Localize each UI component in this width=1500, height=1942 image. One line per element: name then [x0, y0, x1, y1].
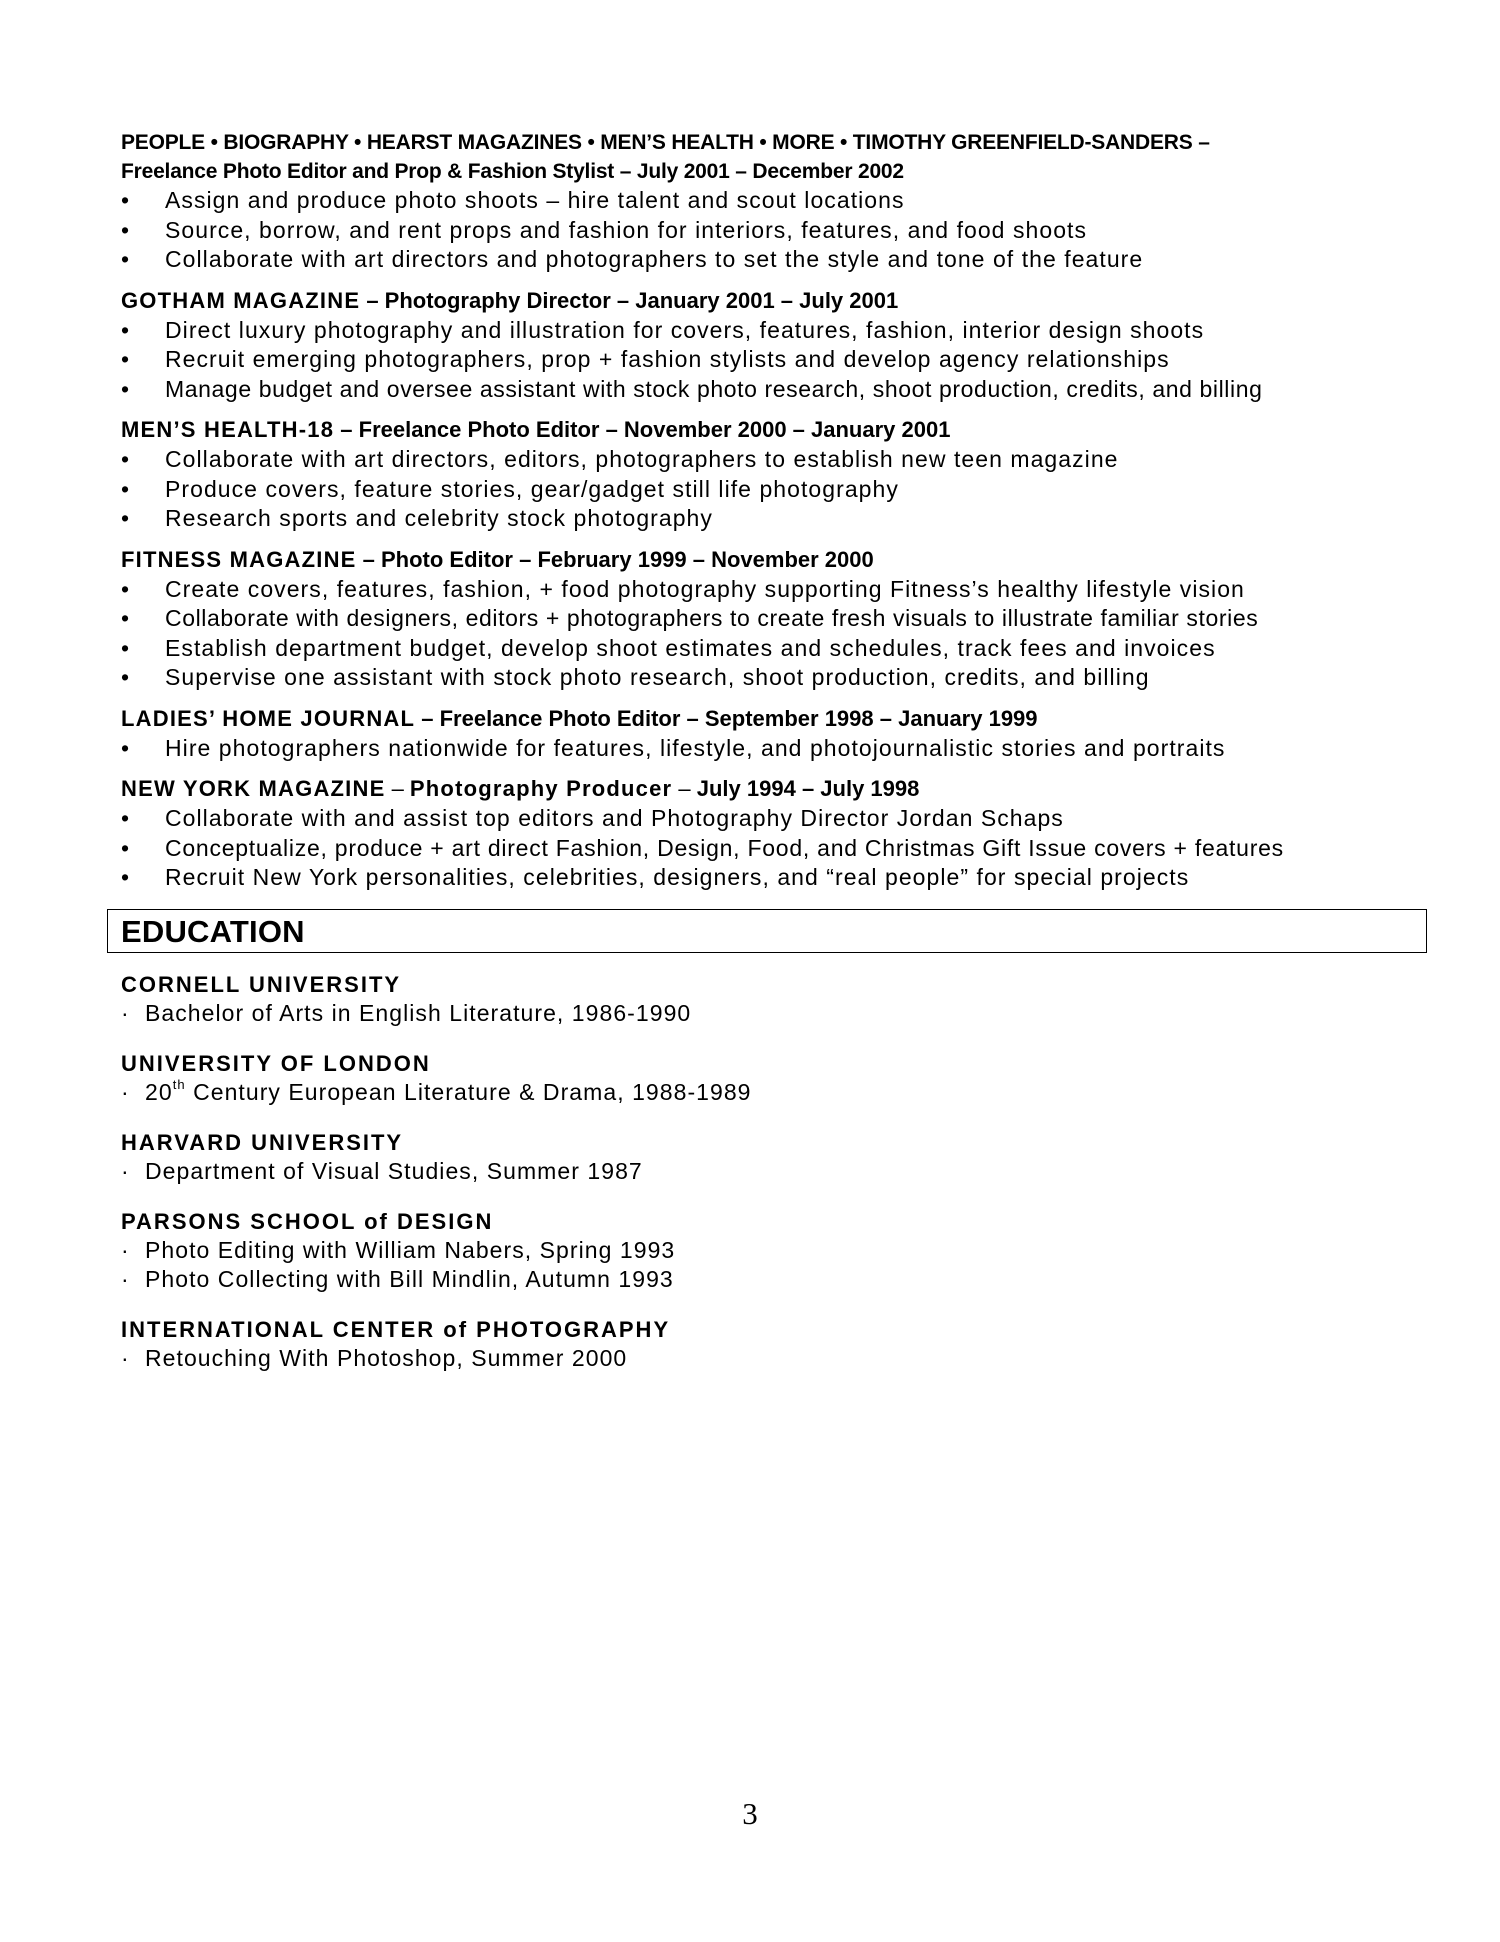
- list-item: • Direct luxury photography and illustration for covers, features, fashion, interior design shoots: [121, 316, 1441, 346]
- job-role: – Photography Director – January 2001 – July 2001: [360, 287, 899, 313]
- school-entry: [121, 971, 1441, 1028]
- job-header: [121, 415, 1441, 445]
- bullet-icon: •: [121, 664, 130, 690]
- job-role: – Photo Editor – February 1999 – November 2000: [356, 546, 874, 572]
- employer-name: LADIES’ HOME JOURNAL: [121, 705, 416, 731]
- section-title: EDUCATION: [121, 913, 305, 949]
- bullet-icon: •: [121, 734, 130, 761]
- bullet-icon: •: [121, 575, 130, 602]
- job-entry: [121, 704, 1441, 764]
- list-item: · Bachelor of Arts in English Literature, 1986-1990: [121, 999, 692, 1026]
- employer-name: MEN’S HEALTH-18: [121, 417, 335, 442]
- job-header: [121, 704, 1441, 734]
- list-item: • Supervise one assistant with stock photo research, shoot production, credits, and billing: [121, 663, 1441, 693]
- school-entry: [121, 1129, 1441, 1186]
- job-role: – Freelance Photo Editor – November 2000 – January 2001: [334, 417, 951, 442]
- list-item: • Recruit New York personalities, celebrities, designers, and “real people” for special projects: [121, 863, 1441, 893]
- list-item: • Establish department budget, develop shoot estimates and schedules, track fees and invoices: [121, 634, 1441, 664]
- bullet-icon: ·: [121, 1344, 129, 1371]
- list-item: • Collaborate with art directors and photographers to set the style and tone of the feature: [121, 245, 1441, 275]
- school-name: UNIVERSITY OF LONDON: [121, 1050, 431, 1076]
- job-entry: [121, 545, 1441, 693]
- bullet-icon: •: [121, 805, 130, 831]
- bullet-icon: ·: [121, 1078, 129, 1105]
- list-item: · Department of Visual Studies, Summer 1987: [121, 1157, 643, 1184]
- list-item: • Collaborate with art directors, editors, photographers to establish new teen magazine: [121, 445, 1441, 475]
- bullet-icon: ·: [121, 1265, 129, 1292]
- school-name: INTERNATIONAL CENTER of PHOTOGRAPHY: [121, 1316, 671, 1342]
- list-item: • Hire photographers nationwide for features, lifestyle, and photojournalistic stories and portraits: [121, 734, 1441, 764]
- school-name: CORNELL UNIVERSITY: [121, 971, 402, 997]
- employer-name: GOTHAM MAGAZINE: [121, 287, 361, 313]
- list-item: · Photo Collecting with Bill Mindlin, Autumn 1993: [121, 1265, 674, 1292]
- bullet-icon: •: [121, 187, 130, 213]
- employer-name: NEW YORK MAGAZINE: [121, 776, 386, 801]
- job-header: [121, 545, 1441, 575]
- school-entry: [121, 1316, 1441, 1373]
- school-name: HARVARD UNIVERSITY: [121, 1129, 404, 1155]
- job-bullets: [121, 316, 1441, 405]
- job-header: [121, 286, 1441, 316]
- list-item: · Retouching With Photoshop, Summer 2000: [121, 1344, 628, 1371]
- job-dates: July 1994 – July 1998: [696, 776, 920, 801]
- bullet-icon: ·: [121, 1236, 129, 1263]
- list-item: • Collaborate with and assist top editors and Photography Director Jordan Schaps: [121, 804, 1441, 834]
- bullet-icon: ·: [121, 999, 129, 1026]
- job-header: NEW YORK MAGAZINE – Photography Producer – July 1994 – July 1998: [121, 776, 920, 801]
- job-bullets: [121, 734, 1441, 764]
- bullet-icon: •: [121, 246, 130, 272]
- bullet-icon: •: [121, 375, 130, 402]
- bullet-icon: •: [121, 834, 130, 861]
- list-item: • Source, borrow, and rent props and fashion for interiors, features, and food shoots: [121, 216, 1441, 246]
- education-section-header: [107, 909, 1427, 953]
- list-item: · Photo Editing with William Nabers, Spring 1993: [121, 1236, 676, 1263]
- list-item: • Manage budget and oversee assistant with stock photo research, shoot production, credits, and billing: [121, 375, 1441, 405]
- education-list: [121, 971, 1441, 1373]
- bullet-icon: •: [121, 446, 130, 472]
- bullet-icon: •: [121, 864, 130, 890]
- job-header: PEOPLE • BIOGRAPHY • HEARST MAGAZINES • MEN’S HEALTH • MORE • TIMOTHY GREENFIELD-SANDERS –: [121, 131, 1210, 154]
- bullet-icon: •: [121, 346, 130, 372]
- job-entry: [121, 128, 1441, 275]
- job-bullets: [121, 804, 1441, 893]
- list-item: • Create covers, features, fashion, + food photography supporting Fitness’s healthy lifestyle vision: [121, 575, 1441, 605]
- bullet-icon: •: [121, 605, 130, 631]
- list-item: • Produce covers, feature stories, gear/gadget still life photography: [121, 475, 1441, 505]
- list-item: • Research sports and celebrity stock photography: [121, 504, 1441, 534]
- resume-page: [121, 128, 1441, 1395]
- list-item: · 20th Century European Literature & Drama, 1988-1989: [121, 1076, 752, 1105]
- employer-name: FITNESS MAGAZINE: [121, 546, 357, 572]
- school-name: PARSONS SCHOOL of DESIGN: [121, 1208, 494, 1234]
- bullet-icon: •: [121, 216, 130, 243]
- list-item: • Conceptualize, produce + art direct Fashion, Design, Food, and Christmas Gift Issue covers + features: [121, 834, 1441, 864]
- page-number: 3: [742, 1796, 758, 1831]
- bullet-icon: ·: [121, 1157, 129, 1184]
- school-entry: [121, 1050, 1441, 1107]
- job-role: – Freelance Photo Editor – September 1998 – January 1999: [415, 705, 1038, 731]
- school-entry: [121, 1208, 1441, 1294]
- job-bullets: [121, 186, 1441, 275]
- list-item: • Assign and produce photo shoots – hire talent and scout locations: [121, 186, 1441, 216]
- job-title: Photography Producer: [409, 776, 673, 801]
- list-item: • Collaborate with designers, editors + photographers to create fresh visuals to illustrate familiar stories: [121, 604, 1441, 634]
- job-bullets: [121, 445, 1441, 534]
- list-item: • Recruit emerging photographers, prop + fashion stylists and develop agency relationships: [121, 345, 1441, 375]
- job-bullets: [121, 575, 1441, 693]
- job-entry: [121, 774, 1441, 893]
- job-header: Freelance Photo Editor and Prop & Fashion Stylist – July 2001 – December 2002: [121, 160, 904, 183]
- bullet-icon: •: [121, 505, 130, 531]
- job-entry: [121, 415, 1441, 534]
- bullet-icon: •: [121, 316, 130, 343]
- bullet-icon: •: [121, 475, 130, 502]
- job-entry: [121, 286, 1441, 405]
- bullet-icon: •: [121, 634, 130, 661]
